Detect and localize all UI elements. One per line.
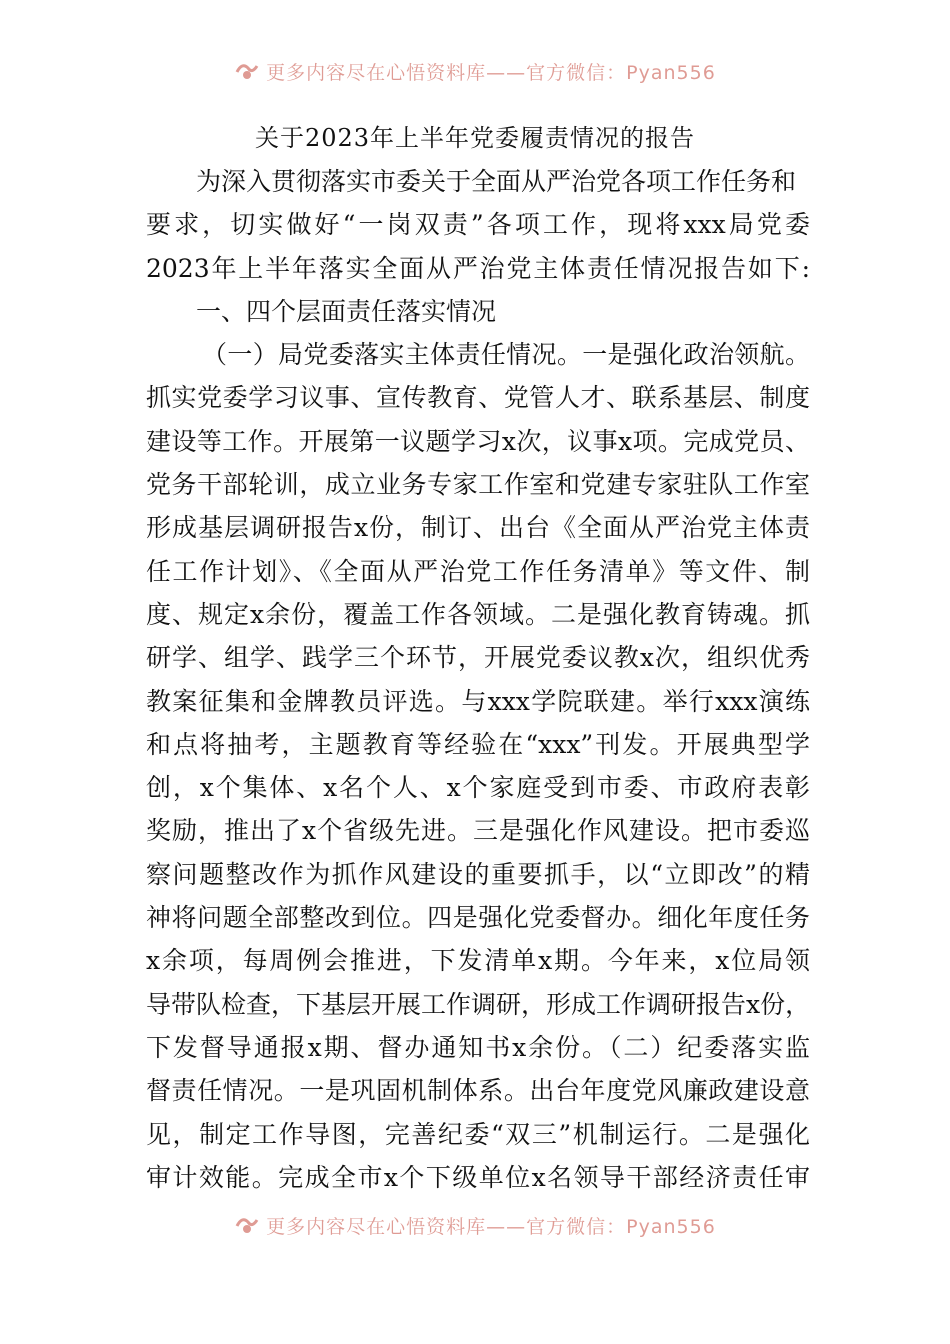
document-title: 关于2023年上半年党委履责情况的报告: [254, 124, 696, 152]
body-line: 和点将抽考，主题教育等经验在“xxx”刊发。开展典型学: [146, 729, 810, 759]
body-line: 2023年上半年落实全面从严治党主体责任情况报告如下:: [146, 253, 810, 283]
watermark-top: [0, 56, 950, 86]
body-line: 察问题整改作为抓作风建设的重要抓手，以“立即改”的精: [146, 859, 810, 889]
watermark-logo-icon: [234, 60, 260, 82]
watermark-text: 更多内容尽在心悟资料库——官方微信：Pyan556: [266, 1215, 716, 1238]
body-line: 下发督导通报x期、督办通知书x余份。（二）纪委落实监: [146, 1032, 810, 1062]
body-line: 为深入贯彻落实市委关于全面从严治党各项工作任务和: [196, 167, 797, 196]
document-body: [146, 160, 810, 1199]
body-line: 要求，切实做好“一岗双责”各项工作，现将xxx局党委: [146, 210, 810, 240]
watermark-text: 更多内容尽在心悟资料库——官方微信：Pyan556: [266, 61, 716, 84]
body-line: 奖励，推出了x个省级先进。三是强化作风建设。把市委巡: [146, 816, 810, 846]
body-line: 教案征集和金牌教员评选。与xxx学院联建。举行xxx演练: [146, 686, 810, 716]
watermark-logo-icon: [234, 1214, 260, 1236]
body-line: 任工作计划》、《全面从严治党工作任务清单》等文件、制: [146, 556, 810, 586]
body-line: 神将问题全部整改到位。四是强化党委督办。细化年度任务: [146, 903, 810, 933]
body-line: 度、规定x余份，覆盖工作各领域。二是强化教育铸魂。抓: [146, 599, 810, 629]
body-line: 见，制定工作导图，完善纪委“双三”机制运行。二是强化: [146, 1119, 810, 1149]
body-line: 研学、组学、践学三个环节，开展党委议教x次，组织优秀: [146, 643, 810, 673]
body-line: 导带队检查，下基层开展工作调研，形成工作调研报告x份，: [146, 989, 811, 1019]
body-line: x余项，每周例会推进，下发清单x期。今年来，x位局领: [146, 946, 810, 976]
body-line: 创，x个集体、x名个人、x个家庭受到市委、市政府表彰: [146, 773, 810, 803]
body-line: 形成基层调研报告x份，制订、出台《全面从严治党主体责: [146, 513, 810, 543]
body-line: 一、四个层面责任落实情况: [196, 296, 497, 326]
body-line: 督责任情况。一是巩固机制体系。出台年度党风廉政建设意: [146, 1076, 810, 1106]
body-line: 审计效能。完成全市x个下级单位x名领导干部经济责任审: [146, 1162, 810, 1192]
body-line: 抓实党委学习议事、宣传教育、党管人才、联系基层、制度: [146, 383, 810, 413]
watermark-bottom: [0, 1210, 950, 1240]
body-line: 党务干部轮训，成立业务专家工作室和党建专家驻队工作室: [146, 470, 810, 500]
body-line: 建设等工作。开展第一议题学习x次，议事x项。完成党员、: [146, 426, 810, 456]
body-line: （一）局党委落实主体责任情况。一是强化政治领航。: [202, 340, 810, 370]
